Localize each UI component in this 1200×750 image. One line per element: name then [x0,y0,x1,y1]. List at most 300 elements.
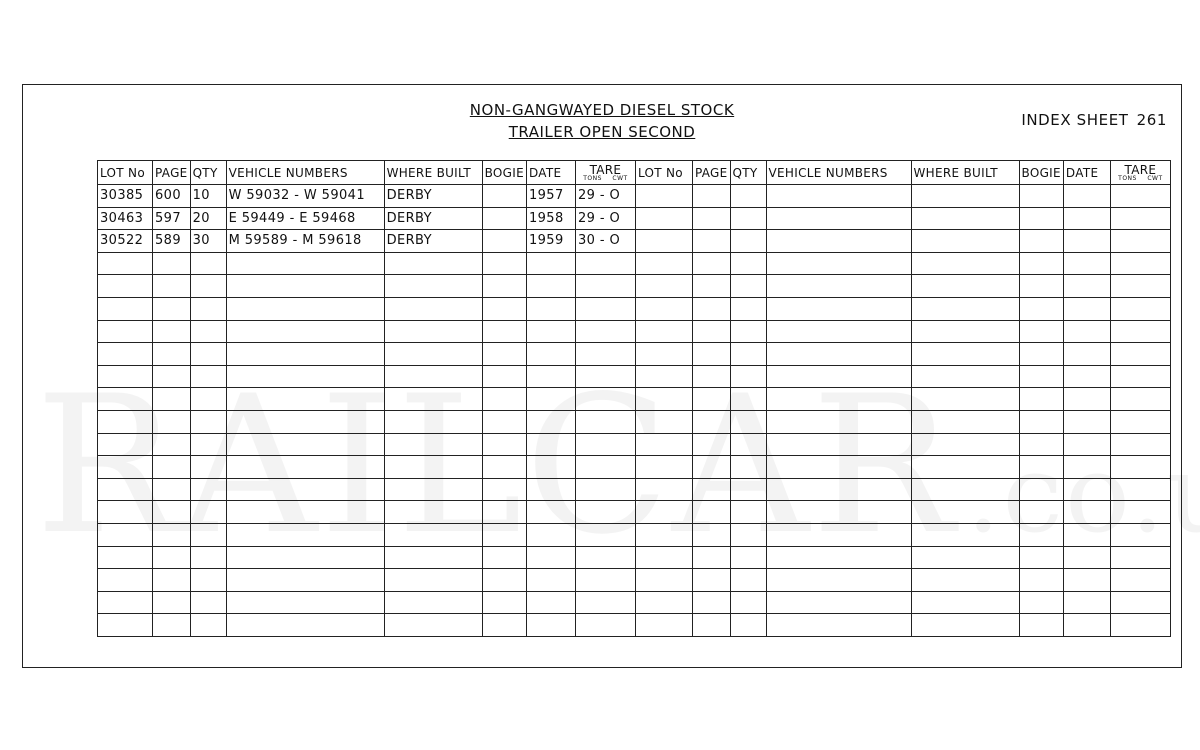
empty-cell [153,478,191,501]
empty-cell [190,320,226,343]
empty-cell [226,478,384,501]
empty-cell [911,501,1019,524]
empty-cell [98,410,153,433]
empty-cell [153,591,191,614]
empty-cell [1110,433,1170,456]
table-cell [482,185,526,208]
empty-cell [1110,252,1170,275]
empty-cell [526,410,575,433]
table-row [98,230,1171,253]
col-page: PAGE [153,161,191,185]
empty-cell [635,591,692,614]
empty-cell [911,365,1019,388]
empty-cell [384,456,482,479]
empty-cell [635,523,692,546]
empty-cell [575,614,635,637]
empty-cell [766,275,911,298]
empty-cell [384,478,482,501]
empty-cell [384,614,482,637]
empty-cell [226,501,384,524]
empty-cell [1063,343,1110,366]
empty-cell [730,365,766,388]
empty-cell [911,410,1019,433]
empty-cell [1019,501,1063,524]
empty-cell [526,569,575,592]
empty-cell [384,343,482,366]
empty-cell [1110,523,1170,546]
table-row [98,478,1171,501]
empty-cell [1063,614,1110,637]
empty-cell [190,591,226,614]
empty-cell [766,185,911,208]
table-row [98,523,1171,546]
table-cell: 30 [190,230,226,253]
table-cell: DERBY [384,207,482,230]
empty-cell [98,614,153,637]
empty-cell [384,365,482,388]
empty-cell [384,546,482,569]
empty-cell [692,275,730,298]
empty-cell [692,388,730,411]
empty-cell [635,252,692,275]
empty-cell [1063,185,1110,208]
index-sheet [22,84,1182,668]
empty-cell [692,297,730,320]
empty-cell [153,433,191,456]
empty-cell [226,410,384,433]
empty-cell [384,591,482,614]
empty-cell [1110,297,1170,320]
empty-cell [482,501,526,524]
empty-cell [482,410,526,433]
empty-cell [1063,456,1110,479]
empty-cell [153,523,191,546]
empty-cell [730,614,766,637]
empty-cell [1019,297,1063,320]
empty-cell [635,569,692,592]
empty-cell [153,456,191,479]
empty-cell [384,523,482,546]
empty-cell [730,569,766,592]
empty-cell [190,433,226,456]
empty-cell [98,297,153,320]
empty-cell [1019,523,1063,546]
empty-cell [1063,501,1110,524]
empty-cell [226,456,384,479]
table-cell: 600 [153,185,191,208]
empty-cell [911,320,1019,343]
empty-cell [575,523,635,546]
empty-cell [766,207,911,230]
empty-cell [98,478,153,501]
empty-cell [482,252,526,275]
empty-cell [482,388,526,411]
empty-cell [190,478,226,501]
empty-cell [730,478,766,501]
empty-cell [730,230,766,253]
empty-cell [635,320,692,343]
empty-cell [766,501,911,524]
empty-cell [226,297,384,320]
empty-cell [190,546,226,569]
empty-cell [1110,343,1170,366]
empty-cell [1019,320,1063,343]
table-cell: W 59032 - W 59041 [226,185,384,208]
empty-cell [190,410,226,433]
empty-cell [98,433,153,456]
table-cell: 20 [190,207,226,230]
empty-cell [384,501,482,524]
table-cell [482,230,526,253]
empty-cell [526,343,575,366]
empty-cell [575,591,635,614]
empty-cell [98,252,153,275]
empty-cell [730,207,766,230]
empty-cell [575,410,635,433]
empty-cell [575,478,635,501]
empty-cell [1063,297,1110,320]
empty-cell [766,252,911,275]
empty-cell [526,546,575,569]
index-number: 261 [1136,111,1167,129]
empty-cell [766,410,911,433]
col-date: DATE [526,161,575,185]
empty-cell [482,320,526,343]
empty-cell [1019,410,1063,433]
empty-cell [730,591,766,614]
empty-cell [911,614,1019,637]
empty-cell [766,569,911,592]
empty-cell [575,297,635,320]
empty-cell [692,523,730,546]
empty-cell [226,365,384,388]
table-row [98,320,1171,343]
empty-cell [526,365,575,388]
empty-cell [98,591,153,614]
empty-cell [384,320,482,343]
header-row [98,161,1171,185]
empty-cell [1063,320,1110,343]
empty-cell [153,501,191,524]
table-row [98,185,1171,208]
empty-cell [730,523,766,546]
table-row [98,365,1171,388]
empty-cell [730,388,766,411]
empty-cell [190,275,226,298]
empty-cell [190,343,226,366]
empty-cell [226,591,384,614]
empty-cell [911,433,1019,456]
empty-cell [1019,207,1063,230]
empty-cell [1063,365,1110,388]
table-row [98,433,1171,456]
empty-cell [98,275,153,298]
empty-cell [98,546,153,569]
empty-cell [766,297,911,320]
empty-cell [692,456,730,479]
empty-cell [98,501,153,524]
empty-cell [190,569,226,592]
table-cell: DERBY [384,230,482,253]
empty-cell [98,456,153,479]
col-lot-2: LOT No [635,161,692,185]
empty-cell [526,501,575,524]
col-qty: QTY [190,161,226,185]
empty-cell [1063,546,1110,569]
empty-cell [575,546,635,569]
empty-cell [1019,343,1063,366]
empty-cell [190,252,226,275]
empty-cell [98,343,153,366]
empty-cell [911,388,1019,411]
table-cell: 29 - O [575,207,635,230]
empty-cell [692,207,730,230]
empty-cell [482,591,526,614]
empty-cell [1063,591,1110,614]
empty-cell [1063,207,1110,230]
empty-cell [1110,569,1170,592]
empty-cell [1110,365,1170,388]
empty-cell [1110,614,1170,637]
empty-cell [692,185,730,208]
empty-cell [635,478,692,501]
sheet-title: NON-GANGWAYED DIESEL STOCK [469,101,735,119]
empty-cell [635,230,692,253]
empty-cell [575,252,635,275]
empty-cell [226,343,384,366]
empty-cell [575,433,635,456]
col-tare-2: TARE TONS CWT [1110,161,1170,185]
empty-cell [911,546,1019,569]
table-cell: 1958 [526,207,575,230]
empty-cell [1063,410,1110,433]
empty-cell [692,478,730,501]
table-row [98,388,1171,411]
empty-cell [730,343,766,366]
empty-cell [190,297,226,320]
empty-cell [226,388,384,411]
table-row [98,456,1171,479]
empty-cell [526,614,575,637]
empty-cell [911,456,1019,479]
empty-cell [766,456,911,479]
empty-cell [1063,252,1110,275]
empty-cell [635,614,692,637]
empty-cell [482,478,526,501]
empty-cell [911,207,1019,230]
empty-cell [692,501,730,524]
table-cell: 30522 [98,230,153,253]
empty-cell [1019,230,1063,253]
empty-cell [526,523,575,546]
empty-cell [482,614,526,637]
empty-cell [226,523,384,546]
table-cell: E 59449 - E 59468 [226,207,384,230]
empty-cell [153,614,191,637]
empty-cell [911,275,1019,298]
empty-cell [575,275,635,298]
table-cell: 30 - O [575,230,635,253]
empty-cell [766,230,911,253]
empty-cell [730,501,766,524]
empty-cell [190,614,226,637]
empty-cell [575,343,635,366]
empty-cell [526,388,575,411]
empty-cell [190,456,226,479]
empty-cell [692,410,730,433]
table-row [98,546,1171,569]
empty-cell [153,365,191,388]
empty-cell [1063,478,1110,501]
empty-cell [692,569,730,592]
empty-cell [384,275,482,298]
col-tare: TARE TONS CWT [575,161,635,185]
empty-cell [526,320,575,343]
empty-cell [635,343,692,366]
empty-cell [692,252,730,275]
empty-cell [526,456,575,479]
empty-cell [911,343,1019,366]
empty-cell [911,252,1019,275]
empty-cell [526,275,575,298]
table-cell [482,207,526,230]
empty-cell [482,456,526,479]
empty-cell [482,343,526,366]
empty-cell [482,546,526,569]
empty-cell [692,230,730,253]
empty-cell [575,501,635,524]
empty-cell [766,433,911,456]
empty-cell [98,569,153,592]
empty-cell [1019,185,1063,208]
empty-cell [575,320,635,343]
empty-cell [635,365,692,388]
empty-cell [575,569,635,592]
empty-cell [1063,275,1110,298]
empty-cell [1019,252,1063,275]
empty-cell [911,297,1019,320]
empty-cell [730,297,766,320]
empty-cell [98,388,153,411]
col-vehicle-numbers-2: VEHICLE NUMBERS [766,161,911,185]
empty-cell [1063,523,1110,546]
empty-cell [1063,433,1110,456]
table-row [98,297,1171,320]
empty-cell [526,252,575,275]
table-row [98,275,1171,298]
empty-cell [730,275,766,298]
table-cell: 1957 [526,185,575,208]
col-vehicle-numbers: VEHICLE NUMBERS [226,161,384,185]
empty-cell [1110,456,1170,479]
empty-cell [226,569,384,592]
empty-cell [526,591,575,614]
table-row [98,501,1171,524]
empty-cell [911,185,1019,208]
empty-cell [766,523,911,546]
empty-cell [1019,478,1063,501]
table-cell: DERBY [384,185,482,208]
empty-cell [526,433,575,456]
table-cell: 1959 [526,230,575,253]
empty-cell [635,388,692,411]
empty-cell [1063,230,1110,253]
empty-cell [692,614,730,637]
empty-cell [635,297,692,320]
col-date-2: DATE [1063,161,1110,185]
empty-cell [911,478,1019,501]
empty-cell [1110,275,1170,298]
empty-cell [766,365,911,388]
table-cell: 597 [153,207,191,230]
sheet-subtitle: TRAILER OPEN SECOND [508,123,696,141]
empty-cell [153,546,191,569]
empty-cell [635,546,692,569]
empty-cell [153,569,191,592]
empty-cell [692,365,730,388]
empty-cell [575,456,635,479]
table-cell: 30385 [98,185,153,208]
empty-cell [1019,569,1063,592]
empty-cell [1063,388,1110,411]
table-cell: 30463 [98,207,153,230]
empty-cell [911,591,1019,614]
empty-cell [1110,591,1170,614]
table-row [98,252,1171,275]
empty-cell [526,297,575,320]
empty-cell [635,185,692,208]
empty-cell [635,433,692,456]
empty-cell [226,614,384,637]
table-row [98,614,1171,637]
col-bogie-2: BOGIE [1019,161,1063,185]
empty-cell [153,320,191,343]
empty-cell [1110,478,1170,501]
empty-cell [730,456,766,479]
empty-cell [384,252,482,275]
empty-cell [692,546,730,569]
empty-cell [911,523,1019,546]
empty-cell [575,388,635,411]
table-row [98,591,1171,614]
empty-cell [766,478,911,501]
empty-cell [482,365,526,388]
empty-cell [226,433,384,456]
empty-cell [730,546,766,569]
table-row [98,410,1171,433]
empty-cell [766,320,911,343]
empty-cell [98,365,153,388]
lot-table [97,160,1171,637]
empty-cell [635,501,692,524]
empty-cell [384,388,482,411]
empty-cell [1019,433,1063,456]
empty-cell [730,410,766,433]
empty-cell [1110,546,1170,569]
empty-cell [153,343,191,366]
empty-cell [1110,410,1170,433]
empty-cell [1019,614,1063,637]
empty-cell [153,275,191,298]
empty-cell [635,456,692,479]
empty-cell [384,297,482,320]
empty-cell [766,546,911,569]
empty-cell [730,185,766,208]
col-where-built-2: WHERE BUILT [911,161,1019,185]
empty-cell [730,433,766,456]
table-row [98,207,1171,230]
empty-cell [1019,275,1063,298]
